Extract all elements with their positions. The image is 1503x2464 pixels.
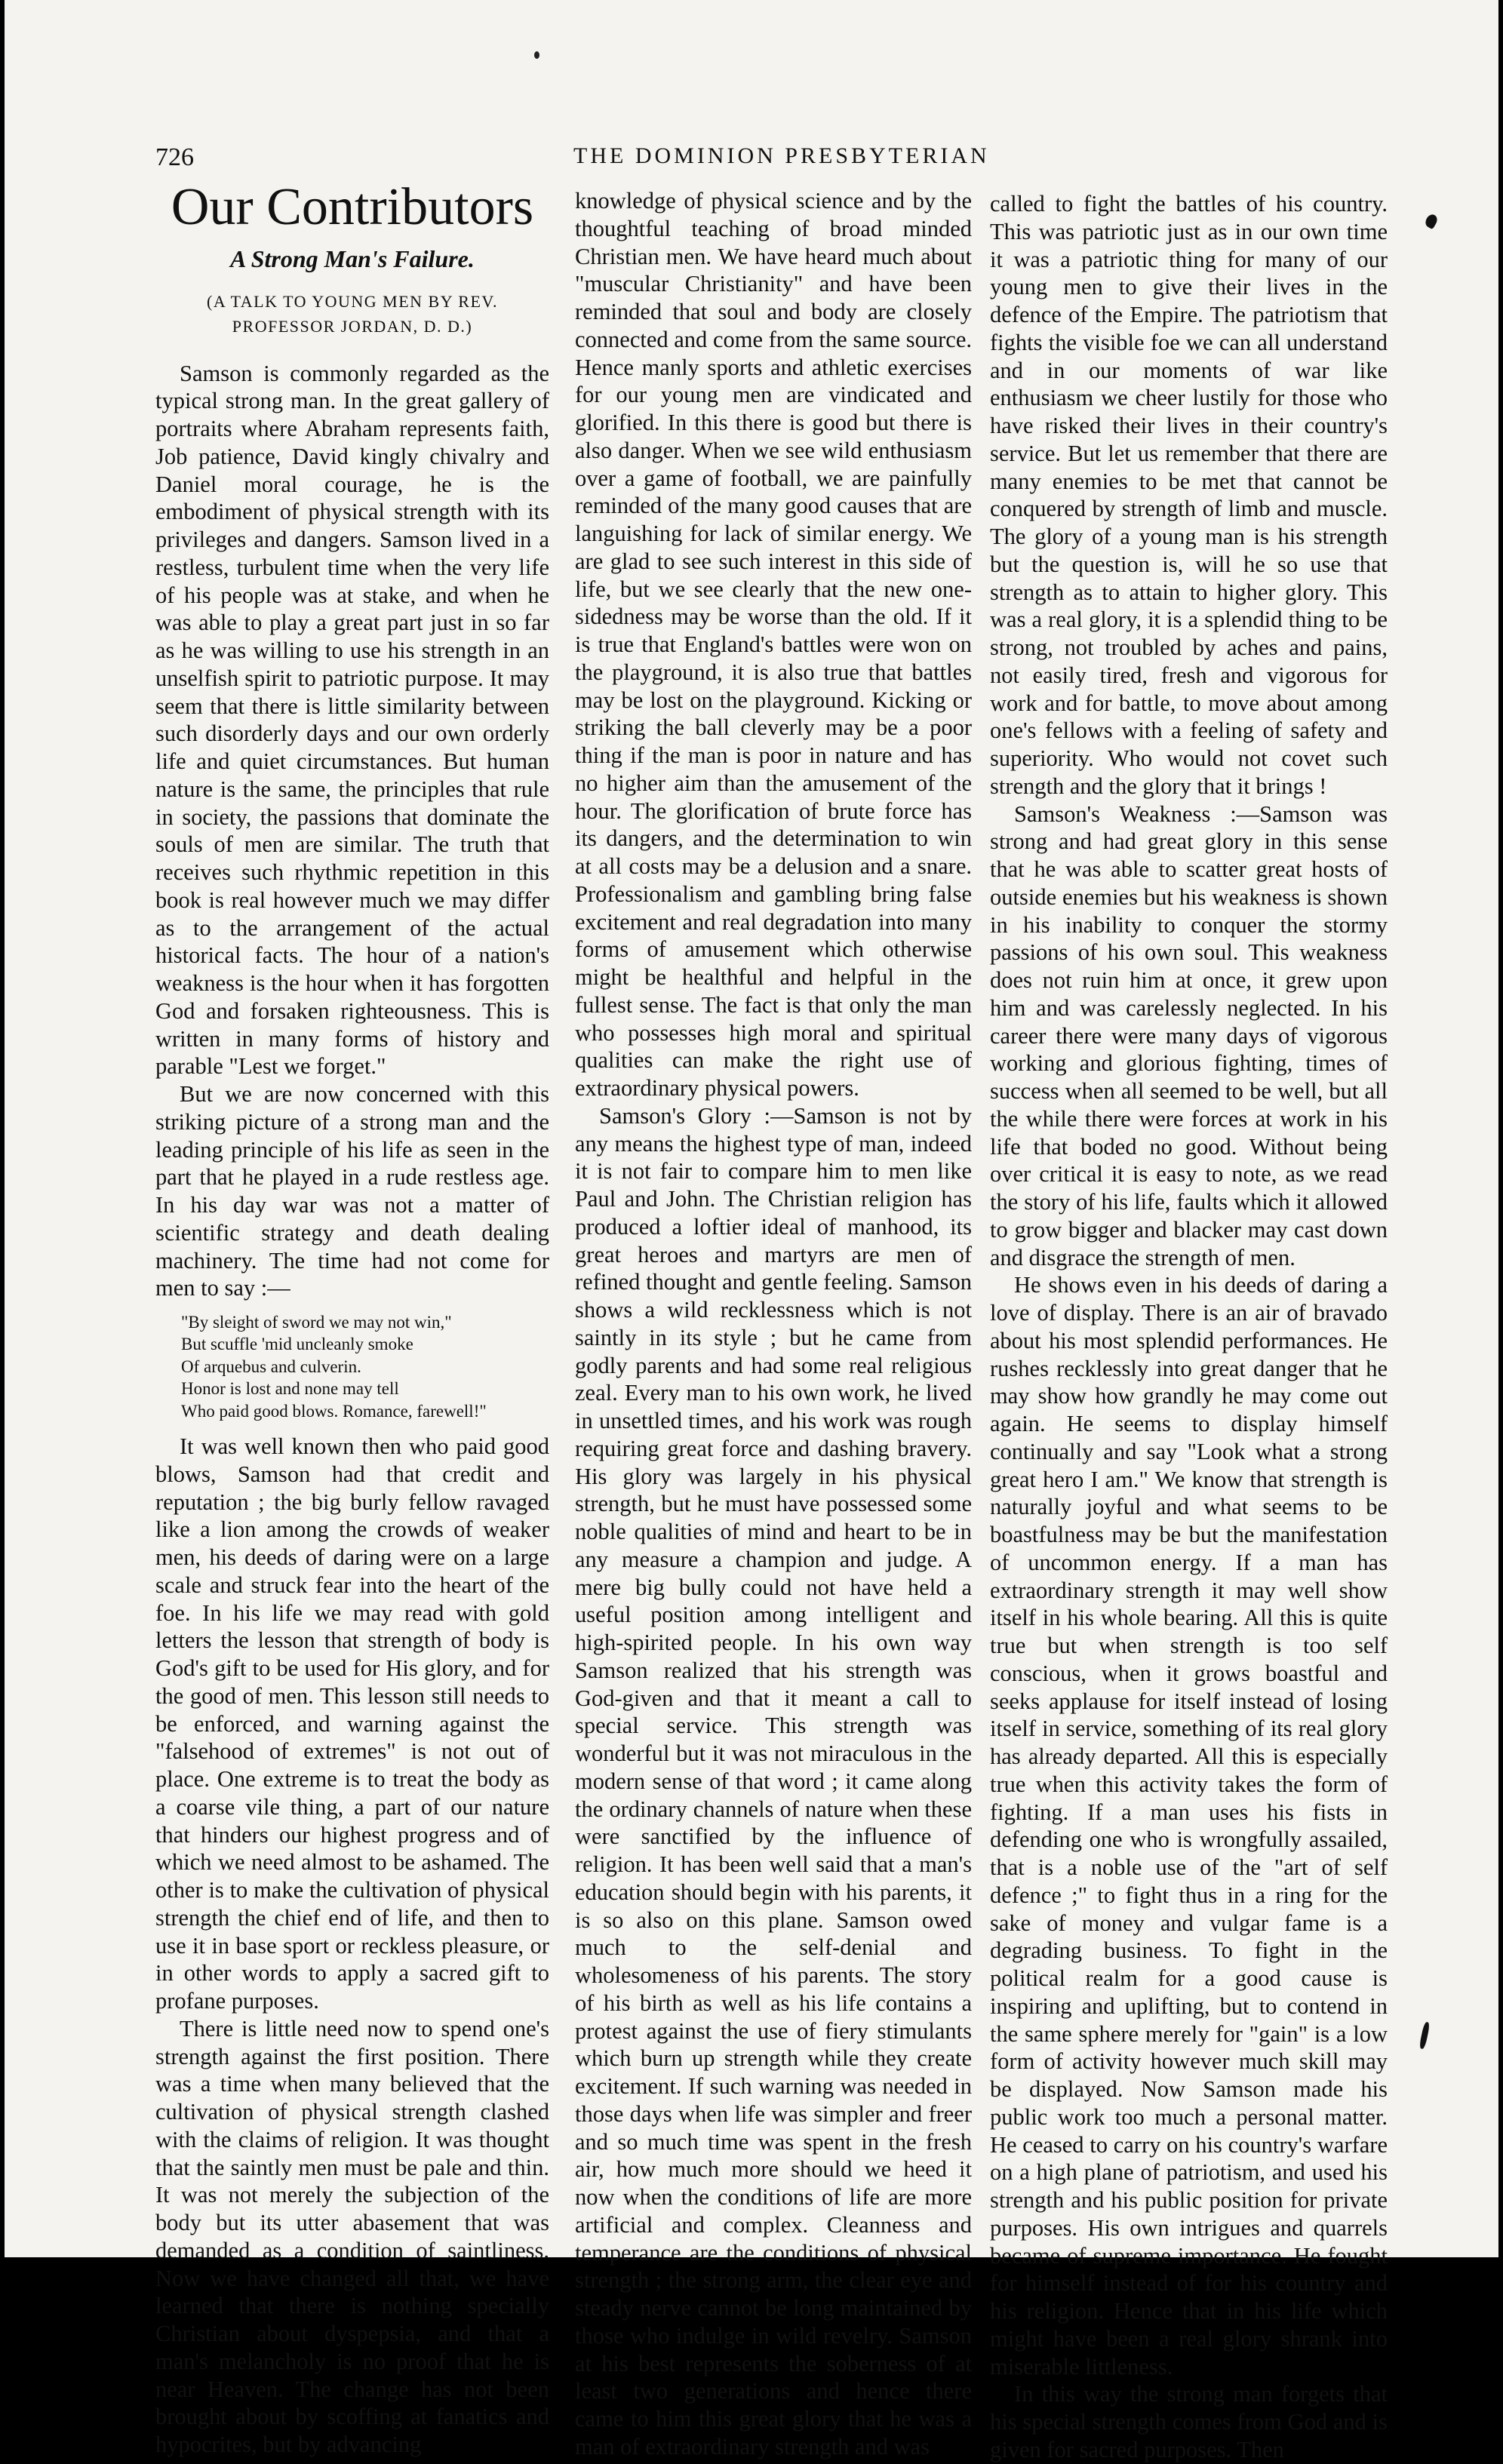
paragraph: knowledge of physical science and by the thoughtful teaching of broad minded Christian men. We have heard much about "muscular Christianity" and have been reminded that soul and body are closely connected and come from the same source. Hence manly sports and athletic exercises for our young men are vindicated and glorified. In this there is good but there is also danger. When we see wild enthusiasm over a game of football, we are painfully reminded of the many good causes that are languishing for lack of similar energy. We are glad to see such interest in this side of life, but we see clearly that the new one-sidedness may be worse than the old. If it is true that England's battles were won on the playground, it is also true that battles may be lost on the playground. Kicking or striking the ball cleverly may be a poor thing if the man is poor in nature and has no higher aim than the amusement of the hour. The glorification of brute force has its dangers, and the determination to win at all costs may be a delusion and a snare. Professionalism and gambling bring false excitement and real degradation into many forms of amusement which otherwise might be healthful and helpful in the fullest sense. The fact is that only the man who possesses high moral and spiritual qualities can make the right use of extraordinary physical powers. [575,188,972,1101]
paragraph: It was well known then who paid good blows, Samson had that credit and reputation ; the big burly fellow ravaged like a lion among the crowds of weaker men, his deeds of daring were on a large scale and struck fear into the heart of the foe. In his life we may read with gold letters the lesson that strength of body is God's gift to be used for His glory, and for the good of men. This lesson still needs to be enforced, and warning against the "falsehood of extremes" is not out of place. One extreme is to treat the body as a coarse vile thing, a part of our nature that hinders our highest progress and of which we need almost to be ashamed. The other is to make the cultivation of physical strength the chief end of life, and then to use it in base sport or reckless pleasure, or in other words to apply a sacred gift to profane purposes. [155,1433,549,2014]
article-title: A Strong Man's Failure. [230,245,475,272]
binding-mark [534,51,539,59]
verse-line: "By sleight of sword we may not win," [181,1313,452,1332]
paragraph: Samson's Weakness :—Samson was strong and had great glory in this sense that he was able to scatter great hosts of outside enemies but his weakness is shown in his inability to conquer the stormy passions of his own soul. This weakness does not ruin him at once, it grew upon him and was carelessly neglected. In his career there were many days of vigorous working and glorious fighting, times of success when all seemed to be well, but all the while there were forces at work in his life that boded no good. Without being over critical it is easy to note, as we read the story of his life, faults which it allowed to grow bigger and blacker may cast down and disgrace the strength of men. [990,800,1388,1270]
verse-line: But scuffle 'mid uncleanly smoke [181,1335,413,1354]
paragraph: There is little need now to spend one's strength against the first position. There was a time when many believed that the cultivation of physical strength clashed with the claims of religion. It was thought that the saintly men must be pale and thin. It was not merely the subjection of the body but its utter abasement that was demanded as a condition of saintliness. Now we have changed all that, we have learned that there is nothing specially Christian about dyspepsia, and that a man's melancholy is no proof that he is near Heaven. The change has not been brought about by scoffing at fanatics and hypocrites, but by advancing [155,2015,549,2458]
column-3 [990,190,1388,2464]
verse-line: Of arquebus and culverin. [181,1356,361,1376]
paragraph: In this way the strong man forgets that his special strength comes from God and is given for sacred purposes. Then [990,2381,1388,2462]
running-head: THE DOMINION PRESBYTERIAN [573,143,990,168]
column-2 [575,187,972,2461]
verse-line: Honor is lost and none may tell [181,1379,399,1399]
section-title: Our Contributors [171,178,534,236]
paragraph: But we are now concerned with this striking picture of a strong man and the leading principle of his life as seen in the part that he played in a rude restless age. In his day war was not a matter of scientific strategy and death dealing machinery. The time had not come for men to say :— [155,1081,549,1301]
paragraph: Samson's Glory :—Samson is not by any means the highest type of man, indeed it is not fair to compare him to men like Paul and John. The Christian religion has produced a loftier ideal of manhood, its great heroes and martyrs are men of refined thought and gentle feeling. Samson shows a wild recklessness which is not saintly in its style ; but he came from godly parents and had some real religious zeal. Every man to his own work, he lived in unsettled times, and his work was rough requiring great force and dashing bravery. His glory was largely in his physical strength, but he must have possessed some noble qualities of mind and heart to be in any measure a champion and judge. A mere big bully could not have held a useful position among intelligent and high-spirited people. In his own way Samson realized that his strength was God-given and that it meant a call to special service. This strength was wonderful but it was not miraculous in the modern sense of that word ; it came along the ordinary channels of nature when these were sanctified by the influence of religion. It has been well said that a man's education should begin with his parents, it is so also on this plane. Samson owed much to the self-denial and wholesomeness of his parents. The story of his birth as well as his life contains a protest against the use of fiery stimulants which burn up strength while they create excitement. If such warning was needed in those days when life was simpler and freer and so much time was spent in the fresh air, how much more should we heed it now when the conditions of life are more artificial and complex. Cleanness and temperance are the conditions of physical strength ; the strong arm, the clear eye and steady nerve cannot be long maintained by those who indulge in wild revelry. Samson at his best represents the soberness of at least two generations and hence there came to him this great glory that he was a man of extraordinary strength and was [575,1102,972,2459]
paragraph: called to fight the battles of his country. This was patriotic just as in our own time it was a patriotic thing for many of our young men to give their lives in the defence of the Empire. The patriotism that fights the visible foe we can all understand and in our moments of war like enthusiasm we cheer lustily for those who have risked their lives in their country's service. But let us remember that there are many enemies to be met that cannot be conquered by strength of limb and muscle. The glory of a young man is his strength but the question is, will he so use that strength as to attain to higher glory. This was a real glory, it is a splendid thing to be strong, not troubled by aches and pains, not easily tired, fresh and vigorous for work and for battle, to move about among one's fellows with a feeling of safety and superiority. Who would not covet such strength and the glory that it brings ! [990,191,1388,799]
verse-quote [181,1311,549,1422]
paragraph: Samson is commonly regarded as the typical strong man. In the great gallery of portraits where Abraham represents faith, Job patience, David kingly chivalry and Daniel moral courage, he is the embodiment of physical strength with its privileges and dangers. Samson lived in a restless, turbulent time when the very life of his people was at stake, and when he was able to play a great part just in so far as he was willing to use his strength in an unselfish spirit to patriotic purpose. It may seem that there is little similarity between such disorderly days and our own orderly life and quiet circumstances. But human nature is the same, the principles that rule in society, the passions that dominate the souls of men are similar. The truth that receives such rhythmic repetition in this book is real however much we may differ as to the arrangement of the actual historical facts. The hour of a nation's weakness is the hour when it has forgotten God and forsaken righteousness. This is written in many forms of history and parable "Lest we forget." [155,360,549,1080]
column-1 [155,178,549,2459]
page-number: 726 [155,143,194,171]
verse-line: Who paid good blows. Romance, farewell!" [181,1401,487,1421]
article-byline: (A TALK TO YOUNG MEN BY REV. PROFESSOR JORDAN, D. D.) [207,291,498,336]
paragraph: He shows even in his deeds of daring a love of display. There is an air of bravado about his most splendid performances. He rushes recklessly into great danger that he may show how grandly he may come out again. He seems to display himself continually and say "Look what a strong great hero I am." We know that strength is naturally joyful and what seems to be boastfulness may be but the manifestation of uncommon energy. If a man has extraordinary strength it may well show itself in his whole bearing. All this is quite true but when strength is too self conscious, when it grows boastful and seeks applause for itself instead of losing itself in service, something of its real glory has already departed. All this is especially true when this activity takes the form of fighting. If a man uses his fists in defending one who is wrongfully assailed, that is a noble use of the "art of self defence ;" to fight thus in a ring for the sake of money and vulgar fame is a degrading business. To fight in the political realm for a good cause is inspiring and uplifting, but to contend in the same sphere merely for "gain" is a low form of activity however much skill may be displayed. Now Samson made his public work too much a personal matter. He ceased to carry on his country's warfare on a high plane of patriotism, and used his strength and his public position for private purposes. His own intrigues and quarrels became of supreme importance. He fought for himself instead of for his country and his religion. Hence that in his life which might have been a real glory shrank into miserable littleness. [990,1272,1388,2380]
